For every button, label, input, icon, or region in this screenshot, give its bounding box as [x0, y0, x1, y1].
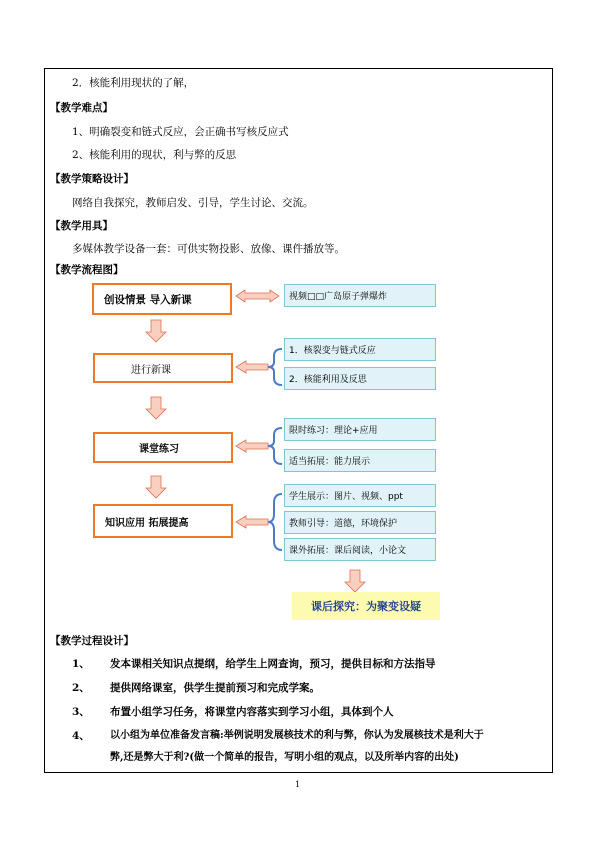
process-text-3: 布置小组学习任务，将课堂内容落实到学习小组，具体到个人: [110, 706, 394, 718]
brace-icon: [268, 494, 282, 550]
tools-text: 多媒体教学设备一套：可供实物投影、放像、课件播放等。: [72, 243, 345, 255]
side-practice-2: 适当拓展：能力展示: [284, 449, 436, 472]
difficulty-item-1: 1、明确裂变和链式反应，会正确书写核反应式: [72, 126, 289, 138]
down-arrow-icon: [146, 476, 166, 498]
side-video: 视频□□广岛原子弹爆炸: [284, 284, 436, 307]
process-num-1: 1、: [72, 658, 90, 670]
brace-icon: [268, 349, 282, 385]
process-text-4-cont: 弊,还是弊大于利?(做一个简单的报告，写明小组的观点，以及所举内容的出处): [110, 752, 459, 763]
top-line: 2．核能利用现状的了解，: [72, 77, 195, 89]
side-apply-1: 学生展示：图片、视频、ppt: [284, 484, 436, 507]
heading-process: 【教学过程设计】: [50, 635, 134, 647]
process-num-2: 2、: [72, 682, 90, 694]
difficulty-item-2: 2、核能利用的现状，利与弊的反思: [72, 149, 237, 161]
flow-step-2: 进行新课: [93, 353, 233, 383]
process-num-4: 4、: [72, 730, 90, 742]
side-newlesson-2: 2．核能利用及反思: [284, 367, 436, 390]
heading-strategy: 【教学策略设计】: [50, 173, 134, 185]
side-apply-3: 课外拓展：课后阅读，小论文: [284, 538, 436, 561]
page-number: 1: [294, 780, 301, 789]
process-text-1: 发本课相关知识点提纲，给学生上网查询，预习，提供目标和方法指导: [110, 658, 436, 670]
left-arrow-icon: [236, 361, 268, 373]
down-arrow-icon: [146, 397, 166, 419]
heading-flow: 【教学流程图】: [50, 264, 124, 276]
strategy-text: 网络自我探究，教师启发、引导，学生讨论、交流。: [72, 197, 314, 209]
down-arrow-icon: [345, 570, 365, 592]
down-arrow-icon: [146, 320, 166, 342]
left-arrow-icon: [236, 516, 268, 528]
process-num-3: 3、: [72, 706, 90, 718]
process-text-2: 提供网络课室，供学生提前预习和完成学案。: [110, 682, 320, 694]
brace-icon: [268, 428, 282, 464]
side-after: 课后探究：为聚变设疑: [292, 592, 440, 620]
flow-step-4: 知识应用 拓展提高: [93, 504, 233, 538]
flow-step-3: 课堂练习: [93, 432, 233, 463]
heading-tools: 【教学用具】: [50, 220, 113, 232]
left-arrow-icon: [236, 440, 268, 452]
process-text-4: 以小组为单位准备发言稿:举例说明发展核技术的利与弊，你认为发展核技术是利大于: [110, 730, 484, 741]
side-apply-2: 教师引导：道德，环境保护: [284, 511, 436, 534]
heading-difficulty: 【教学难点】: [50, 102, 113, 114]
side-newlesson-1: 1．核裂变与链式反应: [284, 338, 436, 361]
side-practice-1: 限时练习：理论+应用: [284, 418, 436, 441]
flow-step-1: 创设情景 导入新课: [92, 283, 232, 315]
double-arrow-icon: [236, 290, 279, 302]
